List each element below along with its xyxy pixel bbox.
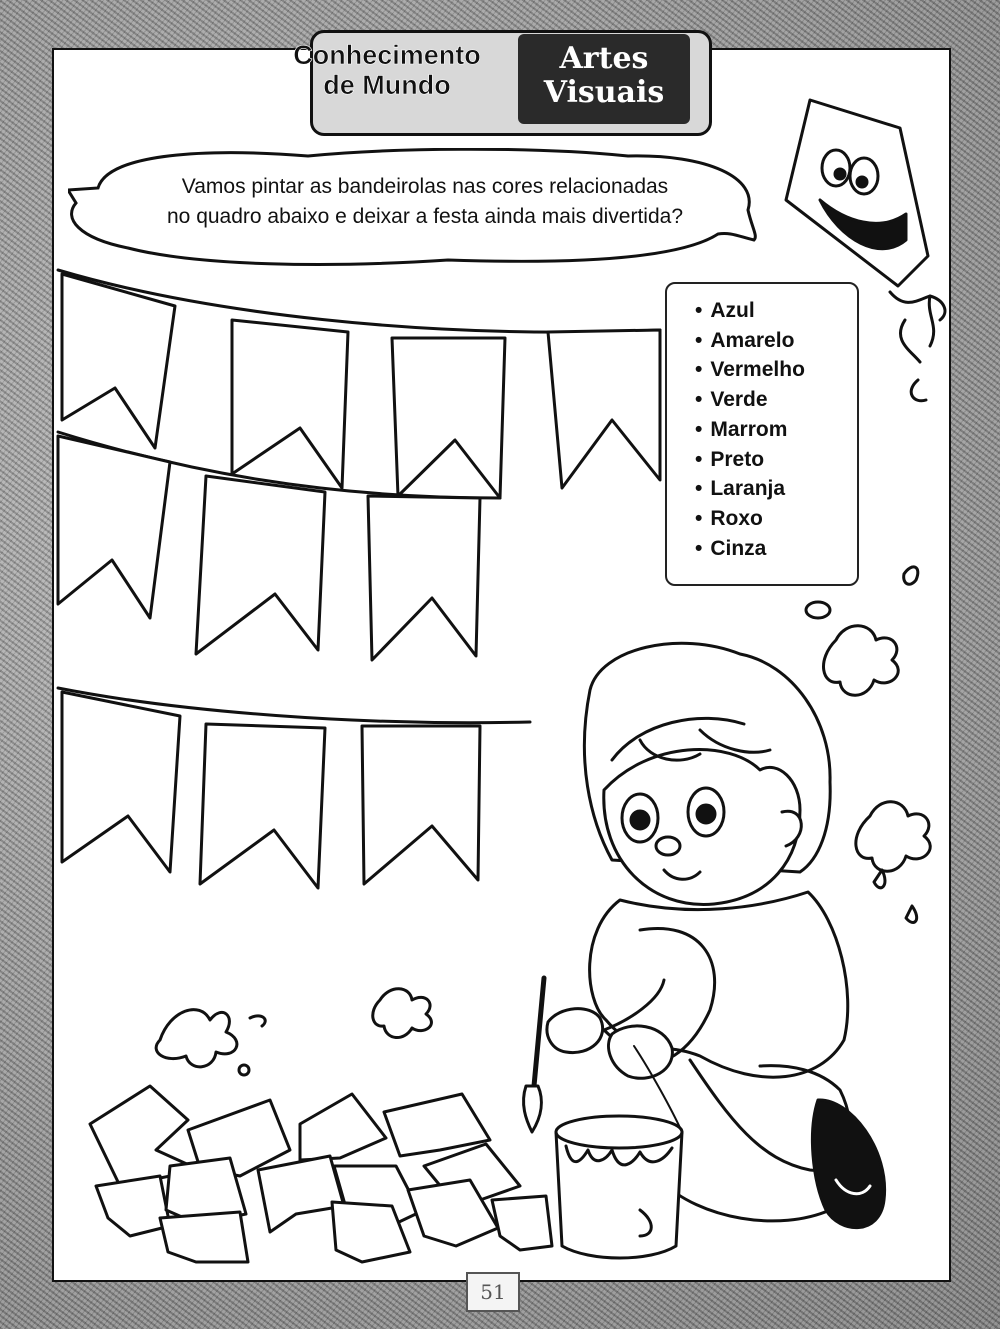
list-item: • Vermelho <box>695 355 857 385</box>
list-item: • Amarelo <box>695 326 857 356</box>
bunting-flag <box>200 724 325 888</box>
bunting-flag <box>62 692 180 872</box>
fallen-flags-pile <box>90 1086 552 1262</box>
page-number: 51 <box>466 1272 520 1312</box>
list-item: • Roxo <box>695 504 857 534</box>
subject-badge-line-2: Visuais <box>543 75 665 110</box>
instructions-line-1: Vamos pintar as bandeirolas nas cores relacionadas <box>181 175 669 198</box>
color-list <box>667 284 857 563</box>
bunting-flag <box>368 496 480 660</box>
bunting-flag <box>232 320 348 488</box>
list-item: • Laranja <box>695 474 857 504</box>
subject-badge-line-1: Artes <box>559 41 649 76</box>
list-item: • Preto <box>695 445 857 475</box>
bunting-flag <box>62 274 175 448</box>
list-item: • Marrom <box>695 415 857 445</box>
bunting-flag <box>58 436 170 618</box>
bunting-flag <box>196 476 325 654</box>
list-item: • Cinza <box>695 534 857 564</box>
bunting-flag <box>392 338 505 498</box>
paint-can-icon <box>556 1046 682 1258</box>
bunting-flag <box>362 726 480 884</box>
list-item: • Verde <box>695 385 857 415</box>
subject-title-line-1: Conhecimento <box>293 40 481 70</box>
paintbrush-icon <box>524 978 544 1132</box>
instructions-line-2: no quadro abaixo e deixar a festa ainda mais divertida? <box>167 205 683 228</box>
color-list-box <box>665 282 859 586</box>
subject-title-line-2: de Mundo <box>323 70 451 100</box>
list-item: • Azul <box>695 296 857 326</box>
bunting-flag <box>548 330 660 488</box>
